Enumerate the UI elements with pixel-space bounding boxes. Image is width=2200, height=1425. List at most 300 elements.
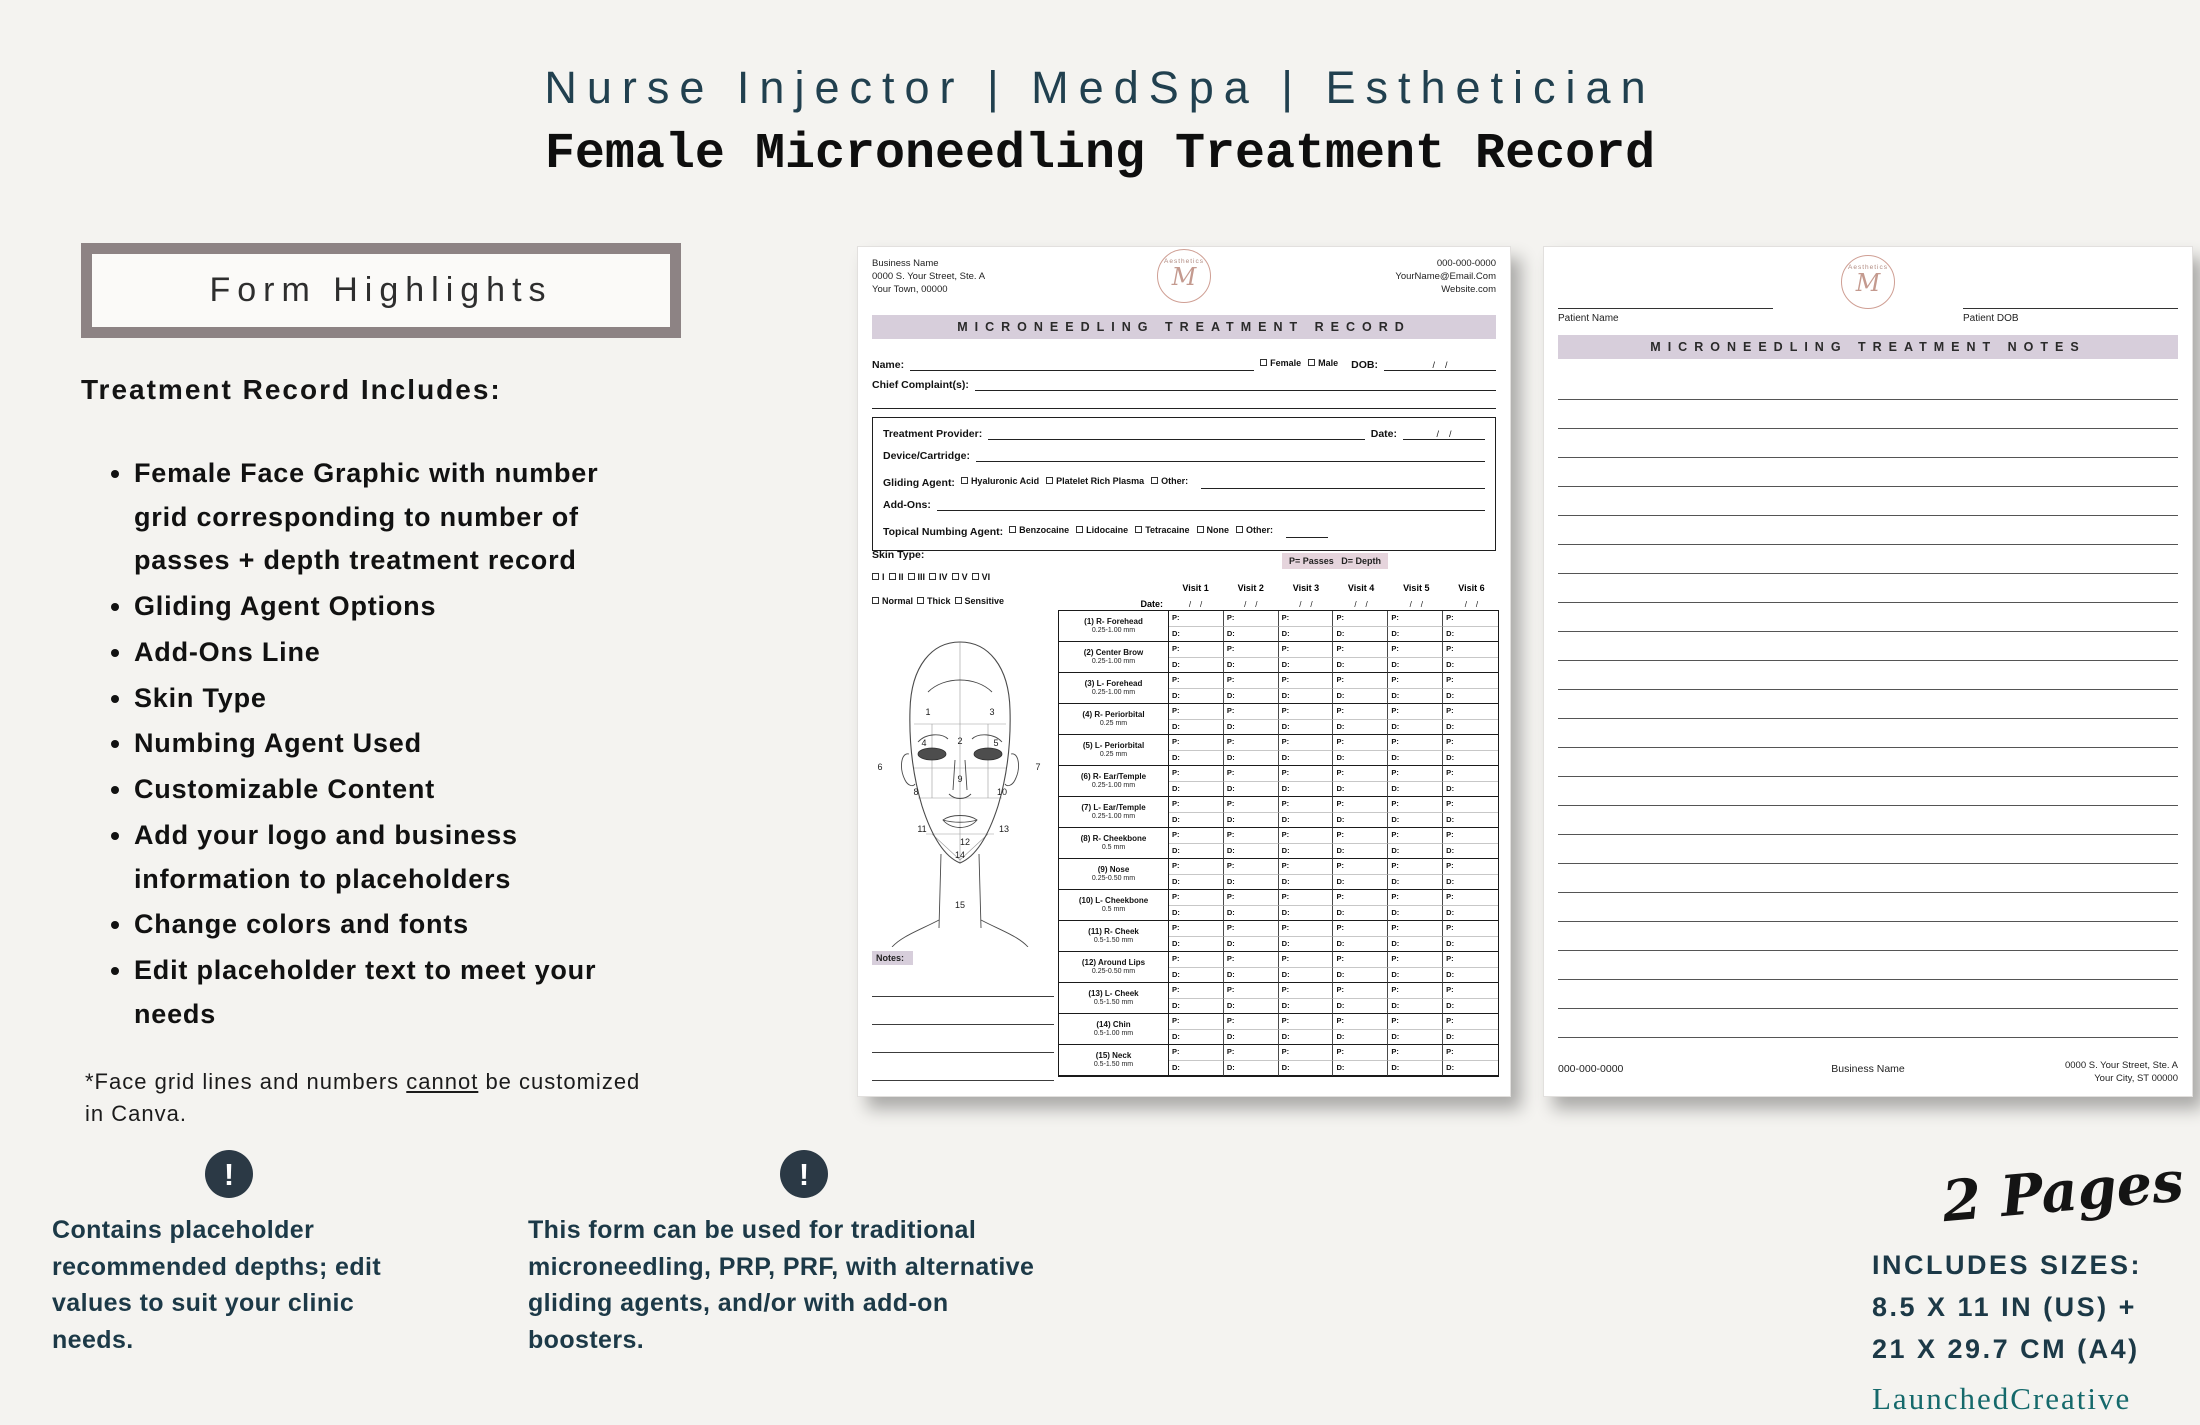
region-name: (11) R- Cheek <box>1088 926 1139 936</box>
footer-address-city: Your City, ST 00000 <box>2094 1073 2178 1084</box>
depth-cell: D: <box>1279 937 1334 953</box>
face-region-number: 8 <box>913 787 919 797</box>
size-us: 8.5 X 11 IN (US) + <box>1872 1292 2137 1322</box>
business-street: 0000 S. Your Street, Ste. A <box>872 271 986 282</box>
depth-cell: D: <box>1224 875 1279 891</box>
visit-date-slashes: / / <box>1464 600 1479 609</box>
passes-cell: P: <box>1224 611 1279 627</box>
option-label: Other: <box>1161 475 1189 486</box>
depth-cell: D: <box>1333 751 1388 767</box>
checkbox-icon <box>1076 526 1083 533</box>
checkbox-option <box>872 572 885 582</box>
passes-cell: P: <box>1169 766 1224 782</box>
depth-cell: D: <box>1224 906 1279 922</box>
passes-cell: P: <box>1279 890 1334 906</box>
footnote-underlined: cannot <box>406 1069 479 1094</box>
chief-complaint-line <box>975 379 1496 391</box>
depth-cell: D: <box>1333 1030 1388 1046</box>
highlight-item: • Add-Ons Line <box>134 631 644 675</box>
visit-date-slashes: / / <box>1409 600 1423 609</box>
notes-page-line <box>1558 632 2178 661</box>
depth-cell: D: <box>1388 1030 1443 1046</box>
depth-cell: D: <box>1388 937 1443 953</box>
brand-name: LaunchedCreative <box>1872 1381 2132 1416</box>
dob-slashes: / / <box>1424 360 1455 370</box>
option-label: Hyaluronic Acid <box>970 475 1040 486</box>
depth-cell: D: <box>1279 999 1334 1015</box>
passes-cell: P: <box>1224 983 1279 999</box>
depth-cell: D: <box>1169 937 1224 953</box>
passes-cell: P: <box>1388 766 1443 782</box>
highlight-item: • Numbing Agent Used <box>134 722 644 766</box>
checkbox-icon <box>1009 526 1016 533</box>
region-label <box>1059 828 1169 859</box>
depth-cell: D: <box>1224 999 1279 1015</box>
passes-cell: P: <box>1169 859 1224 875</box>
checkbox-option <box>1260 358 1301 368</box>
checkbox-icon <box>872 597 879 604</box>
form-title-bar <box>872 315 1496 339</box>
region-label <box>1059 735 1169 766</box>
region-depth: 0.5-1.50 mm <box>1093 936 1134 944</box>
exclamation-icon <box>780 1150 828 1198</box>
device-line <box>976 450 1485 462</box>
depth-cell: D: <box>1388 658 1443 674</box>
region-depth: 0.5 mm <box>1101 905 1126 913</box>
passes-cell: P: <box>1333 859 1388 875</box>
size-a4: 21 X 29.7 CM (A4) <box>1872 1334 2140 1364</box>
footnote-text: be customized in Canva. <box>85 1069 641 1126</box>
passes-cell: P: <box>1279 1045 1334 1061</box>
passes-cell: P: <box>1443 828 1498 844</box>
sex-options <box>1260 353 1345 371</box>
passes-cell: P: <box>1443 735 1498 751</box>
notes-page-line <box>1558 574 2178 603</box>
passes-cell: P: <box>1333 1045 1388 1061</box>
depth-cell: D: <box>1443 658 1498 674</box>
region-depth: 0.25-1.00 mm <box>1091 781 1136 789</box>
depth-cell: D: <box>1443 720 1498 736</box>
numbing-options <box>1009 520 1280 538</box>
option-label: Platelet Rich Plasma <box>1056 475 1145 486</box>
checkbox-icon <box>1197 526 1204 533</box>
region-depth: 0.5 mm <box>1101 843 1126 851</box>
notes-title: MICRONEEDLING TREATMENT NOTES <box>1650 340 2086 354</box>
passes-cell: P: <box>1224 1045 1279 1061</box>
region-label <box>1059 642 1169 673</box>
numbing-agent-label: Topical Numbing Agent: <box>883 526 1004 538</box>
depth-cell: D: <box>1224 751 1279 767</box>
region-name: (4) R- Periorbital <box>1082 709 1145 719</box>
face-region-number: 2 <box>957 736 963 746</box>
date-line <box>1403 429 1485 440</box>
logo <box>1157 249 1211 303</box>
depth-cell: D: <box>1443 782 1498 798</box>
highlights-list <box>104 452 644 1039</box>
visits-date-label: Date: <box>1140 599 1163 609</box>
visits-header <box>1058 577 1499 609</box>
passes-cell: P: <box>1169 952 1224 968</box>
visit-header: Visit 6 <box>1458 583 1485 593</box>
notes-line <box>872 997 1054 1025</box>
region-name: (7) L- Ear/Temple <box>1081 802 1146 812</box>
passes-cell: P: <box>1169 704 1224 720</box>
chief-complaint-row <box>872 379 1496 391</box>
gliding-agent-label: Gliding Agent: <box>883 477 955 489</box>
option-label: Male <box>1318 357 1339 368</box>
treatment-table <box>1058 610 1499 1077</box>
passes-cell: P: <box>1224 859 1279 875</box>
highlight-item: • Skin Type <box>134 677 644 721</box>
date-slashes: / / <box>1436 429 1452 439</box>
passes-cell: P: <box>1443 890 1498 906</box>
option-label: None <box>1206 524 1230 535</box>
depth-cell: D: <box>1279 658 1334 674</box>
checkbox-option <box>1236 525 1273 535</box>
passes-cell: P: <box>1169 983 1224 999</box>
depth-cell: D: <box>1443 813 1498 829</box>
notes-page-line <box>1558 835 2178 864</box>
checkbox-option <box>972 572 991 582</box>
notes-page-lines <box>1558 371 2178 1038</box>
visit-header: Visit 4 <box>1347 583 1375 593</box>
face-region-number: 12 <box>959 837 971 847</box>
option-label: IV <box>939 571 948 582</box>
passes-cell: P: <box>1388 1014 1443 1030</box>
depth-cell: D: <box>1169 875 1224 891</box>
passes-cell: P: <box>1443 611 1498 627</box>
depth-cell: D: <box>1388 906 1443 922</box>
notes-page-line <box>1558 516 2178 545</box>
region-name: (12) Around Lips <box>1081 957 1146 967</box>
notes-page-line <box>1558 922 2178 951</box>
logo-monogram: M <box>1171 263 1197 291</box>
passes-cell: P: <box>1443 766 1498 782</box>
notes-label-text: Notes: <box>876 953 905 963</box>
notes-page-line <box>1558 371 2178 400</box>
passes-cell: P: <box>1169 611 1224 627</box>
date-label: Date: <box>1370 428 1397 440</box>
option-label: Normal <box>882 595 914 606</box>
notes-page-line <box>1558 806 2178 835</box>
region-label <box>1059 1045 1169 1076</box>
passes-cell: P: <box>1279 642 1334 658</box>
dob-label: DOB: <box>1351 359 1378 371</box>
depth-cell: D: <box>1224 1030 1279 1046</box>
passes-cell: P: <box>1388 704 1443 720</box>
name-label: Name: <box>872 359 905 371</box>
checkbox-icon <box>917 597 924 604</box>
passes-cell: P: <box>1279 611 1334 627</box>
notes-page-line <box>1558 690 2178 719</box>
passes-cell: P: <box>1224 952 1279 968</box>
depth-cell: D: <box>1388 689 1443 705</box>
region-depth: 0.25-0.50 mm <box>1091 874 1136 882</box>
business-name: Business Name <box>872 258 939 269</box>
passes-cell: P: <box>1333 673 1388 689</box>
notes-page-line <box>1558 777 2178 806</box>
option-label: Lidocaine <box>1086 524 1129 535</box>
numbing-row <box>883 520 1485 538</box>
treatment-info-box <box>872 417 1496 551</box>
passes-cell: P: <box>1443 921 1498 937</box>
business-info <box>872 257 985 296</box>
addons-label: Add-Ons: <box>883 498 931 511</box>
face-region-number: 9 <box>957 774 963 784</box>
passes-cell: P: <box>1333 828 1388 844</box>
depth-cell: D: <box>1169 968 1224 984</box>
skin-type-label: Skin Type: <box>872 549 925 561</box>
includes-sizes-label: INCLUDES SIZES: <box>1872 1250 2143 1280</box>
passes-cell: P: <box>1443 952 1498 968</box>
contact-email: YourName@Email.Com <box>1395 271 1496 282</box>
passes-cell: P: <box>1169 1045 1224 1061</box>
includes-heading: Treatment Record Includes: <box>81 374 502 405</box>
notes-lines <box>872 969 1054 1081</box>
depth-cell: D: <box>1333 844 1388 860</box>
notes-label <box>872 951 913 965</box>
logo-text: Aesthetics <box>1164 258 1204 265</box>
contact-phone: 000-000-0000 <box>1436 258 1496 269</box>
numbing-other-line <box>1286 526 1328 538</box>
depth-cell: D: <box>1169 906 1224 922</box>
region-name: (9) Nose <box>1097 864 1130 874</box>
form-page-2 <box>1543 246 2193 1097</box>
depth-cell: D: <box>1333 813 1388 829</box>
depth-cell: D: <box>1388 999 1443 1015</box>
face-region-number: 7 <box>1035 762 1041 772</box>
depth-cell: D: <box>1333 875 1388 891</box>
exclamation-icon <box>205 1150 253 1198</box>
notes-page-line <box>1558 951 2178 980</box>
passes-cell: P: <box>1279 828 1334 844</box>
passes-cell: P: <box>1388 611 1443 627</box>
depth-cell: D: <box>1443 1061 1498 1077</box>
option-label: VI <box>981 571 991 582</box>
depth-cell: D: <box>1443 689 1498 705</box>
form-title: MICRONEEDLING TREATMENT RECORD <box>957 320 1411 334</box>
face-region-number: 10 <box>996 787 1008 797</box>
option-label: Other: <box>1246 524 1274 535</box>
passes-cell: P: <box>1279 704 1334 720</box>
depth-cell: D: <box>1224 720 1279 736</box>
depth-cell: D: <box>1279 1030 1334 1046</box>
passes-cell: P: <box>1443 704 1498 720</box>
depth-cell: D: <box>1169 1061 1224 1077</box>
depth-cell: D: <box>1224 689 1279 705</box>
region-label <box>1059 859 1169 890</box>
notes-page-line <box>1558 1009 2178 1038</box>
depth-cell: D: <box>1169 844 1224 860</box>
region-depth: 0.5-1.50 mm <box>1093 998 1134 1006</box>
right-ear <box>1005 754 1018 786</box>
form-highlights-box <box>81 243 681 338</box>
checkbox-option <box>1076 525 1128 535</box>
checkbox-icon <box>1236 526 1243 533</box>
passes-cell: P: <box>1443 673 1498 689</box>
checkbox-icon <box>961 477 968 484</box>
depth-cell: D: <box>1279 720 1334 736</box>
neck-lines <box>939 854 981 928</box>
passes-cell: P: <box>1169 797 1224 813</box>
depth-cell: D: <box>1443 968 1498 984</box>
depth-cell: D: <box>1388 782 1443 798</box>
addons-line <box>937 499 1485 511</box>
region-label <box>1059 766 1169 797</box>
depth-cell: D: <box>1169 689 1224 705</box>
depth-cell: D: <box>1169 720 1224 736</box>
depth-cell: D: <box>1169 627 1224 643</box>
depth-cell: D: <box>1279 782 1334 798</box>
region-name: (3) L- Forehead <box>1084 678 1143 688</box>
depth-cell: D: <box>1388 875 1443 891</box>
passes-cell: P: <box>1333 983 1388 999</box>
passes-cell: P: <box>1169 828 1224 844</box>
depth-cell: D: <box>1279 968 1334 984</box>
passes-cell: P: <box>1333 921 1388 937</box>
contact-info <box>1395 257 1496 296</box>
checkbox-option <box>908 572 926 582</box>
checkbox-option <box>961 476 1039 486</box>
name-row <box>872 353 1496 371</box>
highlight-item: • Gliding Agent Options <box>134 585 644 629</box>
notes-page-line <box>1558 864 2178 893</box>
depth-cell: D: <box>1169 658 1224 674</box>
notes-page-line <box>1558 980 2178 1009</box>
left-ear <box>902 754 915 786</box>
visit-header: Visit 2 <box>1237 583 1264 593</box>
passes-cell: P: <box>1443 1045 1498 1061</box>
patient-dob-label: Patient DOB <box>1963 313 2019 324</box>
depth-cell: D: <box>1169 1030 1224 1046</box>
highlight-item: • Add your logo and business information to placeholders <box>134 814 644 901</box>
depth-cell: D: <box>1333 999 1388 1015</box>
depth-cell: D: <box>1224 782 1279 798</box>
region-depth: 0.25-1.00 mm <box>1091 657 1136 665</box>
passes-cell: P: <box>1333 1014 1388 1030</box>
checkbox-icon <box>889 573 896 580</box>
notes-page-line <box>1558 603 2178 632</box>
checkbox-icon <box>955 597 962 604</box>
checkbox-option <box>1197 525 1230 535</box>
depth-cell: D: <box>1388 813 1443 829</box>
passes-cell: P: <box>1279 797 1334 813</box>
passes-cell: P: <box>1388 673 1443 689</box>
passes-cell: P: <box>1333 611 1388 627</box>
skin-type-block <box>872 549 1057 609</box>
checkbox-option <box>1308 358 1338 368</box>
chief-complaint-label: Chief Complaint(s): <box>872 379 969 391</box>
passes-cell: P: <box>1224 1014 1279 1030</box>
passes-cell: P: <box>1169 642 1224 658</box>
passes-cell: P: <box>1279 952 1334 968</box>
checkbox-icon <box>908 573 915 580</box>
depth-cell: D: <box>1224 844 1279 860</box>
depth-cell: D: <box>1333 720 1388 736</box>
checkbox-icon <box>1260 359 1267 366</box>
form-highlights-label: Form Highlights <box>209 271 553 309</box>
provider-label: Treatment Provider: <box>883 428 983 440</box>
gliding-other-line <box>1201 477 1485 489</box>
region-label <box>1059 952 1169 983</box>
form-page-1 <box>857 246 1511 1097</box>
passes-cell: P: <box>1224 828 1279 844</box>
face-region-number: 14 <box>954 850 966 860</box>
depth-cell: D: <box>1169 813 1224 829</box>
option-label: Female <box>1270 357 1302 368</box>
depth-cell: D: <box>1333 906 1388 922</box>
depth-cell: D: <box>1224 627 1279 643</box>
passes-cell: P: <box>1224 704 1279 720</box>
notes-line <box>872 1025 1054 1053</box>
depth-cell: D: <box>1443 875 1498 891</box>
depth-cell: D: <box>1279 813 1334 829</box>
depth-cell: D: <box>1443 937 1498 953</box>
depth-cell: D: <box>1333 782 1388 798</box>
depth-cell: D: <box>1224 968 1279 984</box>
addons-row <box>883 499 1485 511</box>
depth-cell: D: <box>1443 1030 1498 1046</box>
checkbox-option <box>1135 525 1189 535</box>
notes-line <box>872 969 1054 997</box>
passes-cell: P: <box>1224 673 1279 689</box>
passes-cell: P: <box>1279 859 1334 875</box>
logo <box>1841 255 1895 309</box>
highlight-item: • Female Face Graphic with number grid corresponding to number of passes + depth treatment record <box>134 452 644 583</box>
passes-cell: P: <box>1224 766 1279 782</box>
passes-cell: P: <box>1388 921 1443 937</box>
patient-dob-field <box>1963 297 2178 324</box>
checkbox-option <box>952 572 968 582</box>
patient-name-label: Patient Name <box>1558 313 1619 324</box>
region-name: (5) L- Periorbital <box>1082 740 1145 750</box>
region-depth: 0.25 mm <box>1099 750 1128 758</box>
passes-cell: P: <box>1224 735 1279 751</box>
left-eye <box>918 748 946 760</box>
depth-cell: D: <box>1333 689 1388 705</box>
region-name: (1) R- Forehead <box>1084 616 1143 626</box>
notes-page-line <box>1558 661 2178 690</box>
depth-cell: D: <box>1279 906 1334 922</box>
passes-cell: P: <box>1279 921 1334 937</box>
passes-cell: P: <box>1333 704 1388 720</box>
passes-cell: P: <box>1333 642 1388 658</box>
passes-cell: P: <box>1443 859 1498 875</box>
option-label: I <box>882 571 885 582</box>
highlight-item: • Customizable Content <box>134 768 644 812</box>
depth-cell: D: <box>1388 968 1443 984</box>
exclamation-glyph: ! <box>798 1156 810 1192</box>
page-count: 2 Pages <box>1939 1148 2187 1236</box>
depth-cell: D: <box>1333 937 1388 953</box>
logo-monogram: M <box>1855 269 1881 297</box>
provider-row <box>883 428 1485 440</box>
checkbox-option <box>1046 476 1144 486</box>
depth-cell: D: <box>1279 689 1334 705</box>
passes-cell: P: <box>1388 1045 1443 1061</box>
depth-cell: D: <box>1279 627 1334 643</box>
checkbox-option <box>917 596 951 606</box>
extra-line-row <box>872 397 1496 409</box>
passes-cell: P: <box>1388 797 1443 813</box>
checkbox-icon <box>872 573 879 580</box>
option-label: II <box>898 571 904 582</box>
depth-cell: D: <box>1169 999 1224 1015</box>
passes-cell: P: <box>1333 766 1388 782</box>
canva-footnote <box>85 1066 645 1130</box>
checkbox-icon <box>1046 477 1053 484</box>
option-label: III <box>917 571 926 582</box>
